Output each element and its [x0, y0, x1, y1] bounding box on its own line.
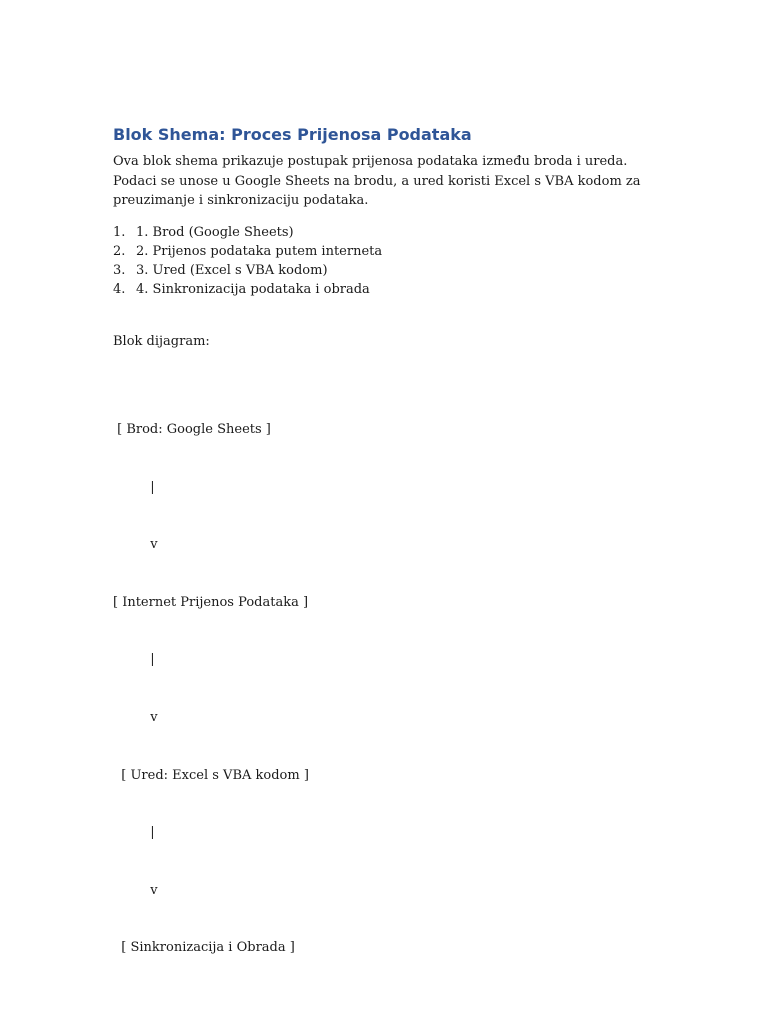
list-item-text: 4. Sinkronizacija podataka i obrada [136, 282, 370, 298]
list-item-text: 1. Brod (Google Sheets) [136, 224, 294, 240]
document-title: Blok Shema: Proces Prijenosa Podataka [113, 125, 472, 144]
steps-list [113, 223, 653, 300]
diagram-line: [ Brod: Google Sheets ] [113, 422, 271, 438]
block-diagram [113, 382, 653, 996]
diagram-line: v [113, 710, 158, 726]
list-item [113, 242, 653, 261]
diagram-line: | [113, 825, 155, 841]
diagram-line: | [113, 652, 155, 668]
list-item [113, 261, 653, 280]
list-number: 3. [113, 263, 126, 279]
list-number: 2. [113, 243, 126, 259]
list-item [113, 280, 653, 299]
list-number: 4. [113, 282, 126, 298]
diagram-line: [ Ured: Excel s VBA kodom ] [113, 767, 309, 783]
diagram-label: Blok dijagram: [113, 333, 210, 349]
list-item-text: 2. Prijenos podataka putem interneta [136, 243, 383, 259]
diagram-line: [ Sinkronizacija i Obrada ] [113, 940, 295, 956]
diagram-line: [ Internet Prijenos Podataka ] [113, 594, 309, 610]
intro-paragraph: Ova blok shema prikazuje postupak prijenosa podataka između broda i ureda. Podaci se unose u Google Sheets na brodu, a ured koristi Excel s VBA kodom za preuzimanje i sinkronizaciju podataka. [113, 154, 641, 208]
list-number: 1. [113, 224, 126, 240]
list-item-text: 3. Ured (Excel s VBA kodom) [136, 263, 328, 279]
diagram-line: | [113, 479, 155, 495]
document-page [113, 124, 653, 996]
list-item [113, 223, 653, 242]
diagram-line: v [113, 537, 158, 553]
diagram-line: v [113, 882, 158, 898]
